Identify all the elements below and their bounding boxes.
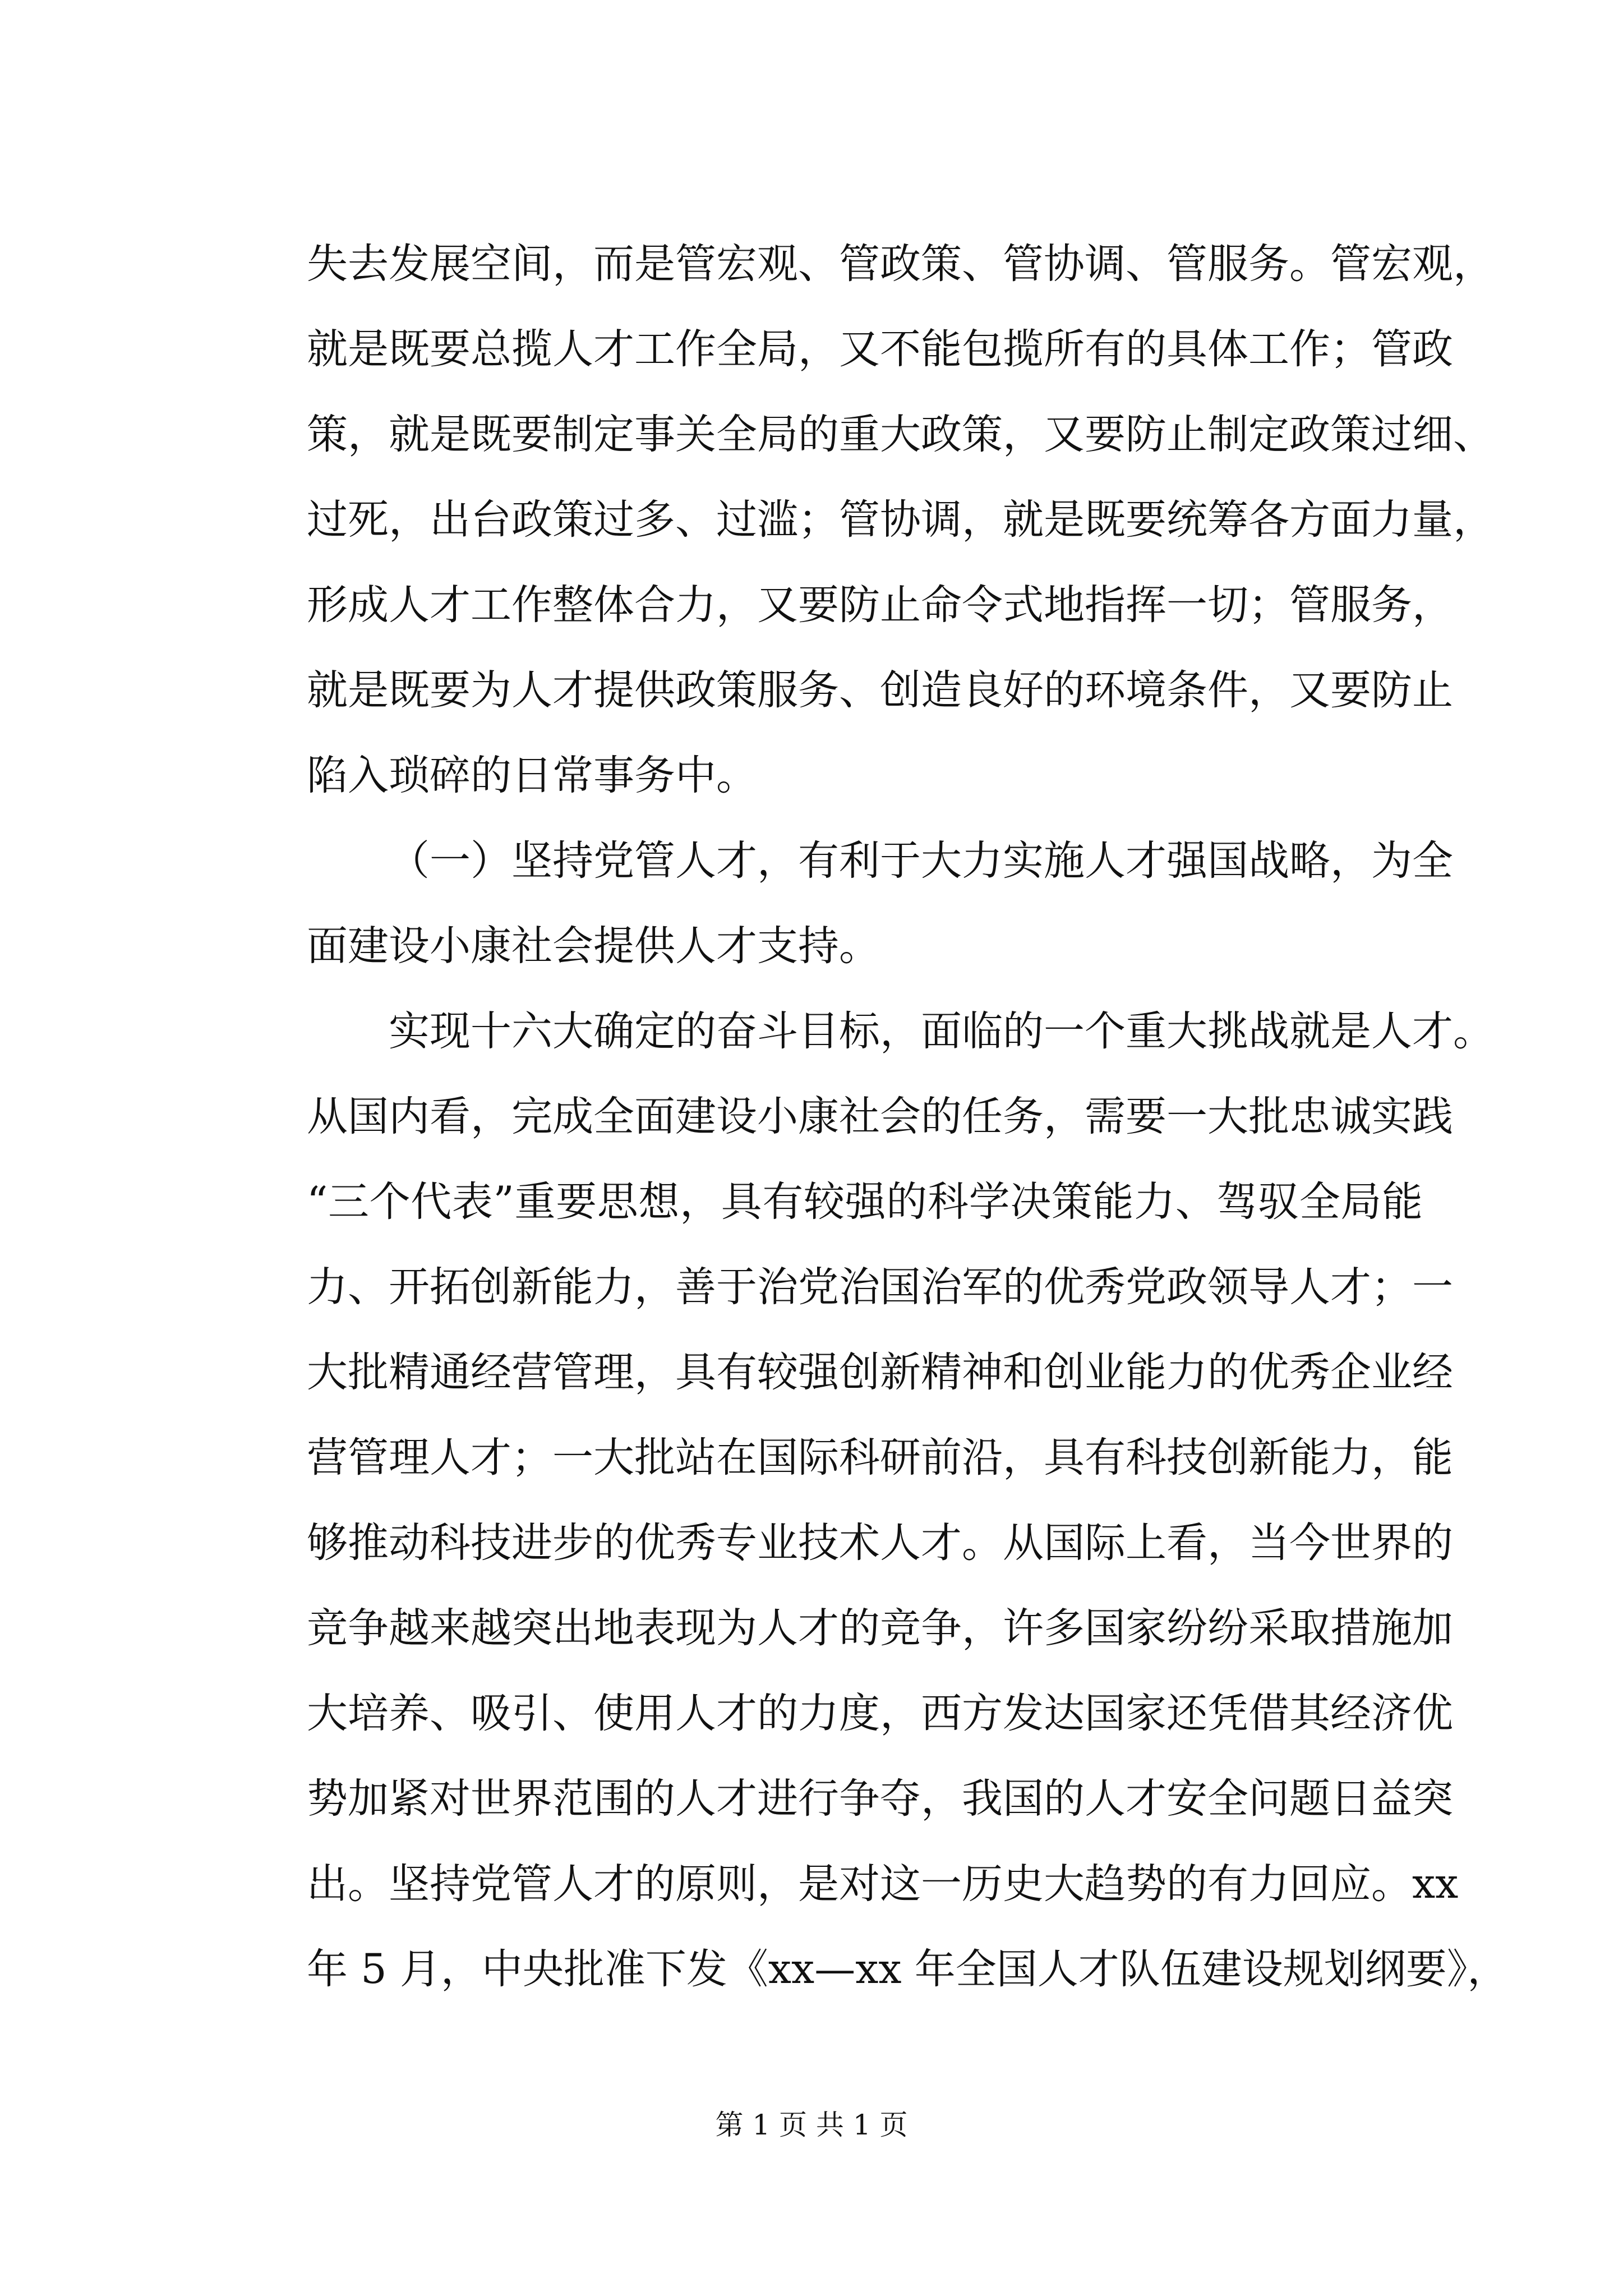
text-line: 出。坚持党管人才的原则，是对这一历史大趋势的有力回应。xx <box>307 1860 1459 1908</box>
section-heading-line: （一）坚持党管人才，有利于大力实施人才强国战略，为全 <box>389 837 1453 885</box>
text-line: 大培养、吸引、使用人才的力度，西方发达国家还凭借其经济优 <box>307 1690 1453 1737</box>
text-line: 年 5 月，中央批准下发《xx—xx 年全国人才队伍建设规划纲要》， <box>307 1945 1509 1993</box>
text-line: 够推动科技进步的优秀专业技术人才。从国际上看，当今世界的 <box>307 1519 1453 1567</box>
text-line: 就是既要总揽人才工作全局，又不能包揽所有的具体工作；管政 <box>307 325 1453 373</box>
text-line: 竞争越来越突出地表现为人才的竞争，许多国家纷纷采取措施加 <box>307 1604 1453 1652</box>
text-line: 失去发展空间，而是管宏观、管政策、管协调、管服务。管宏观， <box>307 240 1494 288</box>
text-line: 大批精通经营管理，具有较强创新精神和创业能力的优秀企业经 <box>307 1349 1453 1396</box>
text-line: 力、开拓创新能力，善于治党治国治军的优秀党政领导人才；一 <box>307 1263 1453 1311</box>
text-line: 营管理人才；一大批站在国际科研前沿，具有科技创新能力，能 <box>307 1434 1453 1481</box>
text-line: “三个代表”重要思想，具有较强的科学决策能力、驾驭全局能 <box>307 1178 1423 1226</box>
section-heading-line: 面建设小康社会提供人才支持。 <box>307 922 880 970</box>
document-body <box>307 222 1509 2012</box>
page-number-label: 第 1 页 共 1 页 <box>715 2109 908 2141</box>
text-line: 从国内看，完成全面建设小康社会的任务，需要一大批忠诚实践 <box>307 1093 1453 1140</box>
text-line: 陷入琐碎的日常事务中。 <box>307 752 757 799</box>
text-line: 形成人才工作整体合力，又要防止命令式地指挥一切；管服务， <box>307 581 1453 629</box>
text-line: 实现十六大确定的奋斗目标，面临的一个重大挑战就是人才。 <box>389 1007 1494 1055</box>
page-footer <box>0 2108 1623 2142</box>
text-line: 策，就是既要制定事关全局的重大政策，又要防止制定政策过细、 <box>307 411 1494 458</box>
text-line: 过死，出台政策过多、过滥；管协调，就是既要统筹各方面力量， <box>307 496 1494 544</box>
text-line: 势加紧对世界范围的人才进行争夺，我国的人才安全问题日益突 <box>307 1775 1453 1823</box>
text-line: 就是既要为人才提供政策服务、创造良好的环境条件，又要防止 <box>307 666 1453 714</box>
